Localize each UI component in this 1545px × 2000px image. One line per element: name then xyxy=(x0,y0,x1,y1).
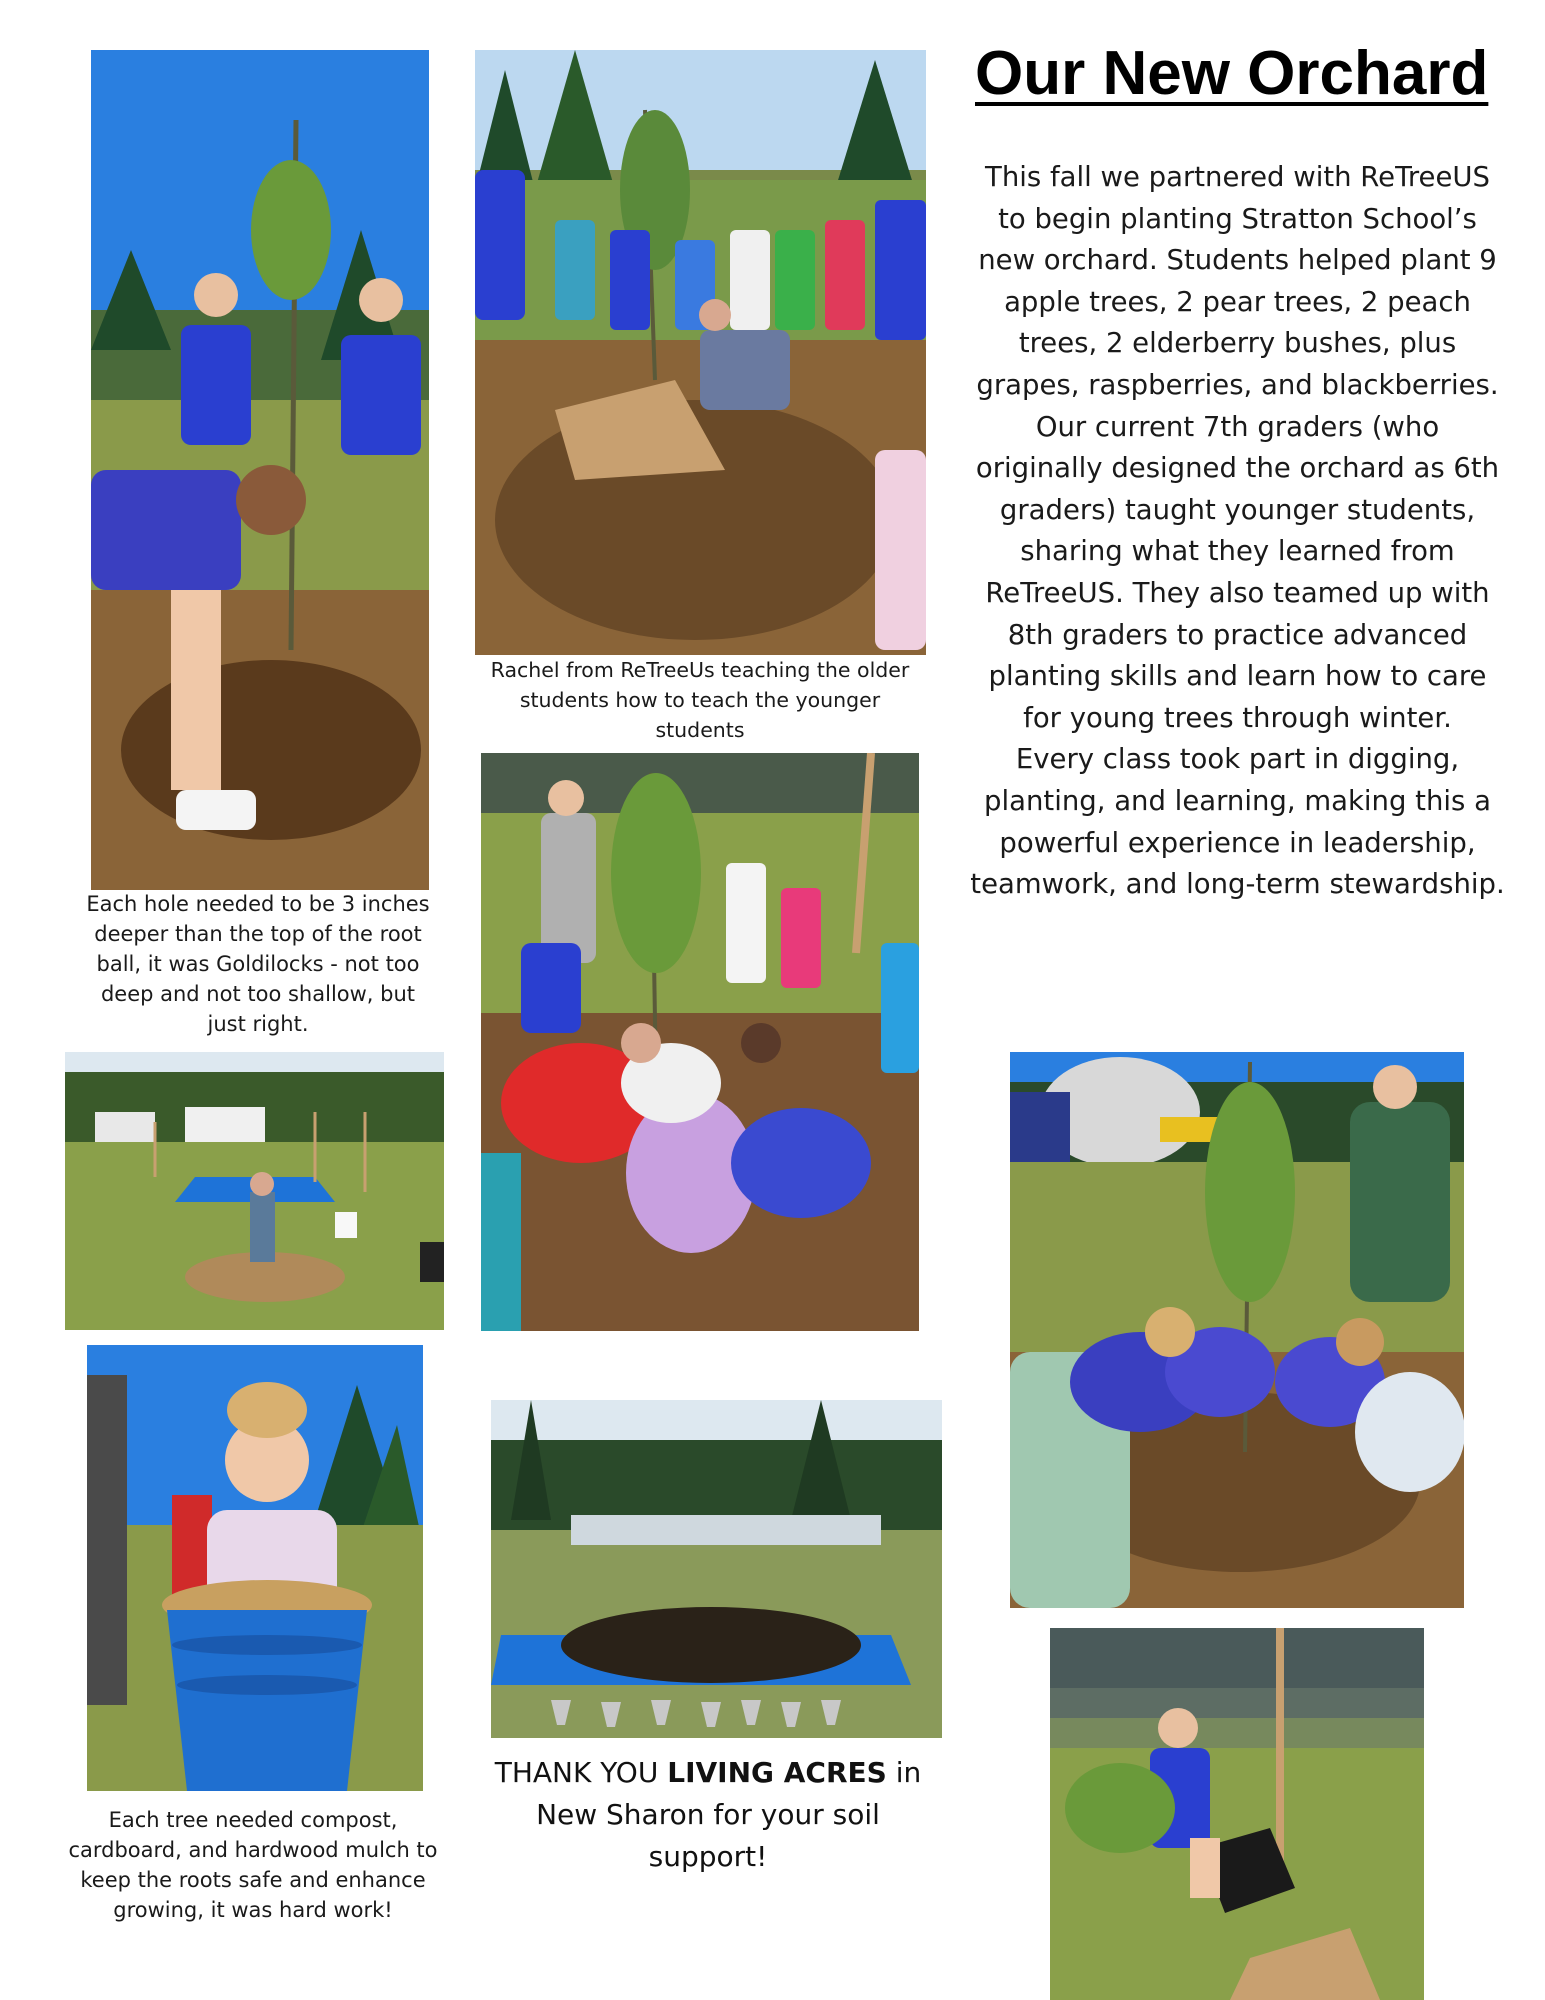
article-paragraph-partnership: This fall we partnered with ReTreeUS to begin planting Stratton School’s new orchard. Students helped plant 9 apple trees, 2 pear trees, 2 peach trees, 2 elderberry bushes, plus grapes, raspberries, and blackberries. xyxy=(976,161,1499,401)
thanks-prefix: THANK YOU xyxy=(494,1756,668,1789)
photo-students-digging-hole xyxy=(91,50,429,890)
caption-compost: Each tree needed compost, cardboard, and hardwood mulch to keep the roots safe and enhance growing, it was hard work! xyxy=(68,1808,438,1922)
photo-soil-pile-shovels xyxy=(491,1400,942,1738)
photo-rachel-teaching xyxy=(475,50,926,655)
photo-girl-with-bucket xyxy=(87,1345,423,1791)
photo-group-planting-tree xyxy=(1010,1052,1464,1608)
photo-student-with-pot xyxy=(1050,1628,1424,2000)
article-paragraph-seventh-graders: Our current 7th graders (who originally designed the orchard as 6th graders) taught younger students, sharing what they learned from ReTreeUS. They also teamed up with 8th graders to practice advanced planting skills and learn how to care for young trees through winter. xyxy=(975,410,1500,734)
caption-rachel-teaching: Rachel from ReTreeUs teaching the older students how to teach the younger students xyxy=(490,658,910,742)
caption-hole-depth: Each hole needed to be 3 inches deeper than the top of the root ball, it was Goldilocks - not too deep and not too shallow, but just right. xyxy=(86,892,430,1036)
article-body xyxy=(970,157,1505,906)
photo-younger-students-planting xyxy=(481,753,919,1331)
article-paragraph-every-class: Every class took part in digging, planting, and learning, making this a powerful experience in leadership, teamwork, and long-term stewardship. xyxy=(970,743,1505,901)
thanks-living-acres: LIVING ACRES xyxy=(667,1756,887,1789)
photo-orchard-field xyxy=(65,1052,444,1330)
page-title: Our New Orchard xyxy=(975,39,1489,108)
thanks-suffix: in New Sharon for your soil support! xyxy=(536,1756,922,1873)
thank-you-note xyxy=(478,1752,938,1878)
